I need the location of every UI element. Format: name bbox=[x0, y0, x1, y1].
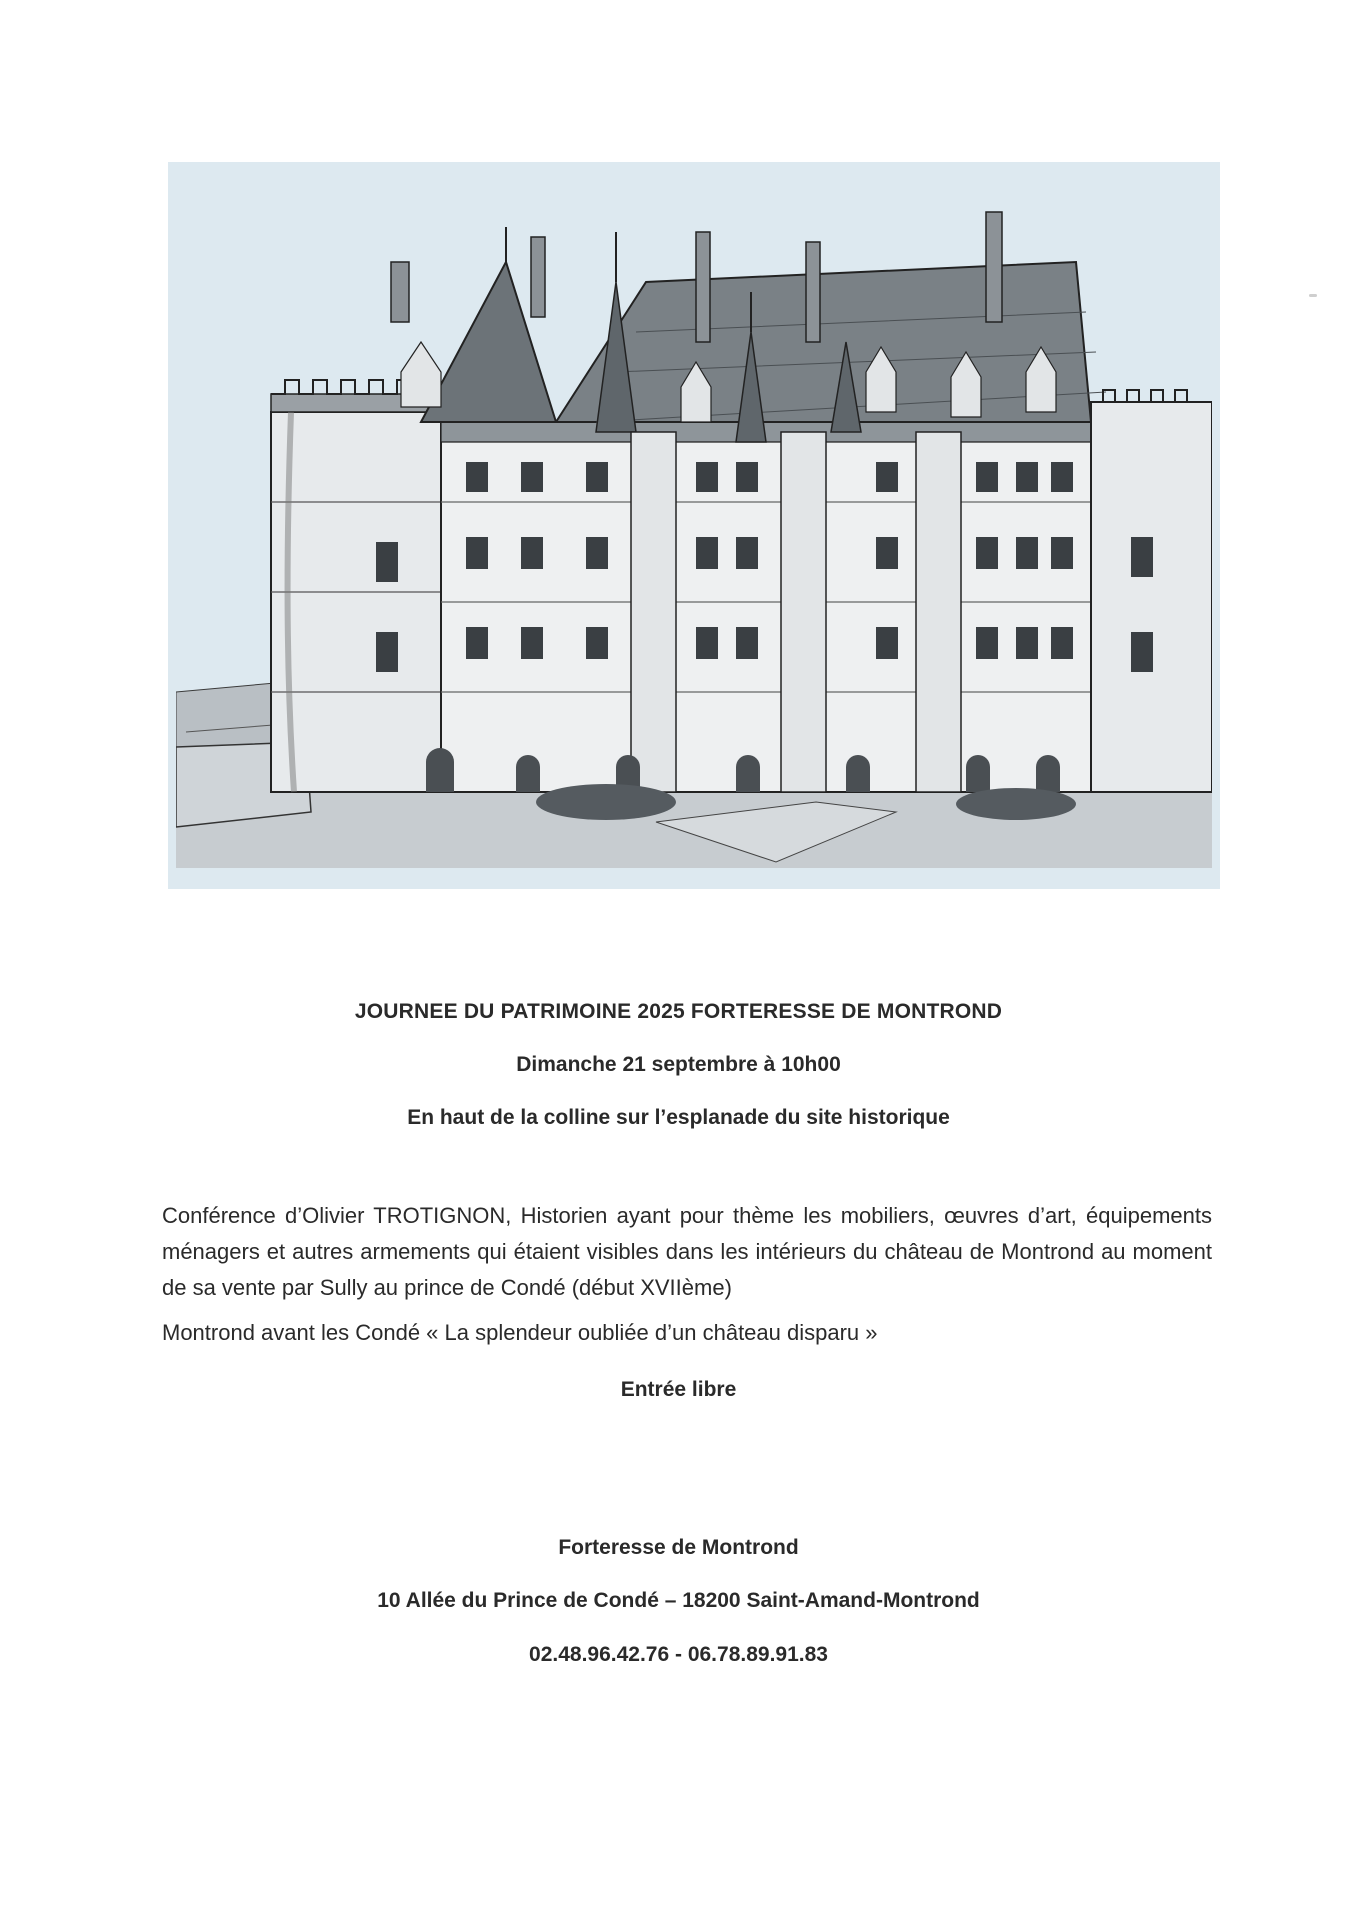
scan-artifact bbox=[1309, 294, 1317, 297]
venue-name: Forteresse de Montrond bbox=[558, 1536, 799, 1559]
venue-address: 10 Allée du Prince de Condé – 18200 Saint-Amand-Montrond bbox=[377, 1589, 980, 1612]
castle-illustration bbox=[168, 162, 1220, 889]
castle-engraving-image bbox=[176, 172, 1212, 868]
admission-note: Entrée libre bbox=[620, 1378, 737, 1401]
phone-numbers: 02.48.96.42.76 - 06.78.89.91.83 bbox=[529, 1643, 828, 1666]
event-title: JOURNEE DU PATRIMOINE 2025 FORTERESSE DE MONTROND bbox=[354, 1000, 1003, 1023]
talk-title: Montrond avant les Condé « La splendeur oubliée d’un château disparu » bbox=[162, 1320, 878, 1345]
conference-description: Conférence d’Olivier TROTIGNON, Historien ayant pour thème les mobiliers, œuvres d’art, équipements ménagers et autres armements qui étaient visibles dans les intérieurs du château de Montrond au moment de sa vente par Sully au prince de Condé (début XVIIème) bbox=[162, 1203, 1212, 1300]
event-location: En haut de la colline sur l’esplanade du site historique bbox=[407, 1106, 950, 1129]
event-date: Dimanche 21 septembre à 10h00 bbox=[516, 1053, 841, 1076]
